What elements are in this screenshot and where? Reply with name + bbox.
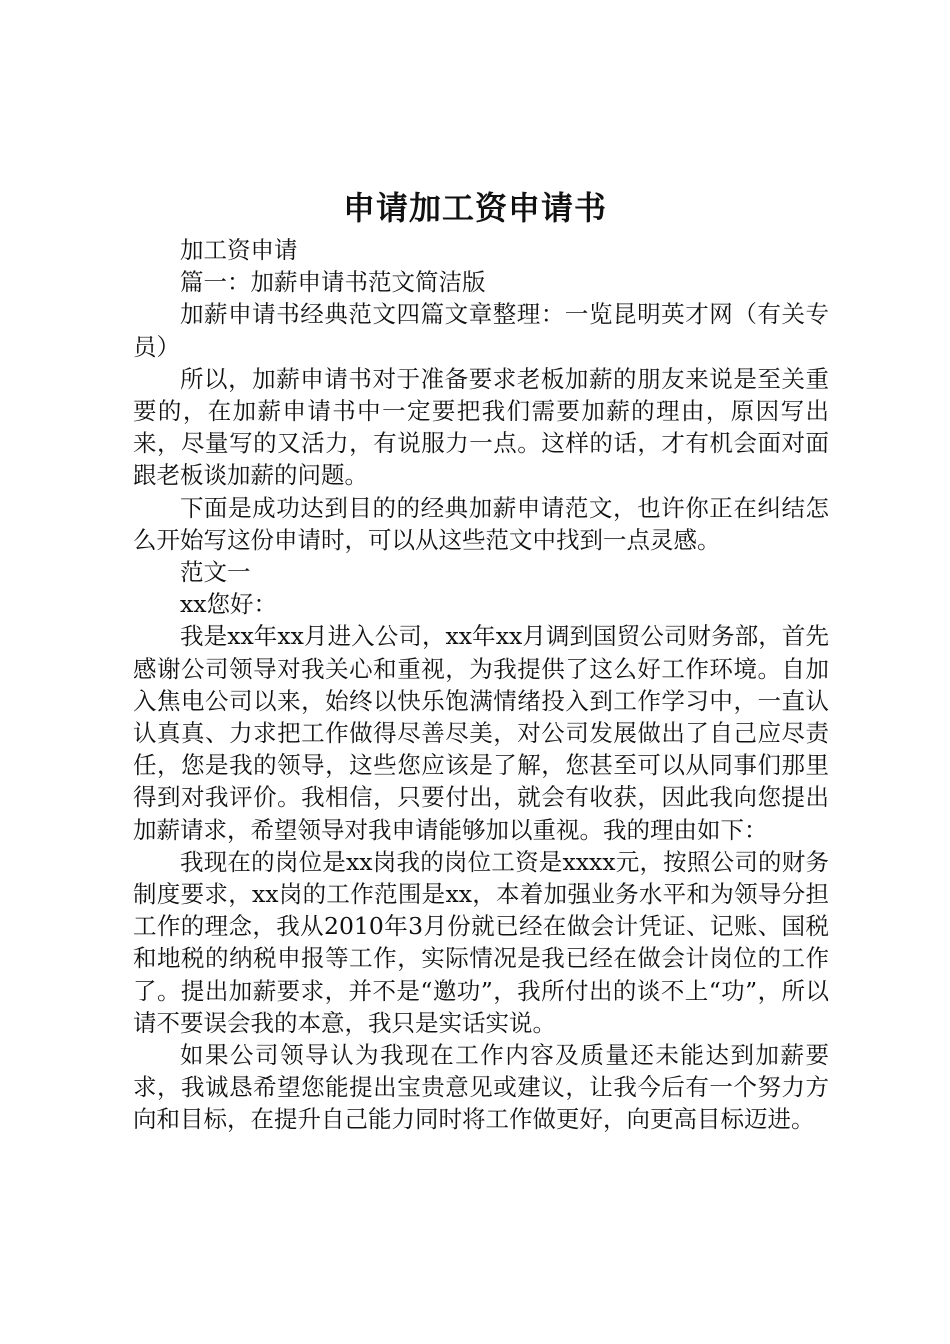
paragraph-body-1: 我是xx年xx月进入公司，xx年xx月调到国贸公司财务部，首先感谢公司领导对我关心和重视，为我提供了这么好工作环境。自加入焦电公司以来，始终以快乐饱满情绪投入到工作学习中，一直认认真真、力求把工作做得尽善尽美，对公司发展做出了自己应尽责任，您是我的领导，这些您应该是了解，您甚至可以从同事们那里得到对我评价。我相信，只要付出，就会有收获，因此我向您提出加薪请求，希望领导对我申请能够加以重视。我的理由如下： (133, 622, 829, 844)
paragraph-sample-label: 范文一 (180, 558, 251, 587)
document-title: 申请加工资申请书 (342, 189, 607, 227)
paragraph-section-title: 篇一：加薪申请书范文简洁版 (180, 268, 486, 297)
paragraph-intro-2: 下面是成功达到目的的经典加薪申请范文，也许你正在纠结怎么开始写这份申请时，可以从这些范文中找到一点灵感。 (133, 493, 829, 554)
document-body (133, 234, 829, 1136)
paragraph-body-3: 如果公司领导认为我现在工作内容及质量还未能达到加薪要求，我诚恳希望您能提出宝贵意见或建议，让我今后有一个努力方向和目标，在提升自己能力同时将工作做更好，向更高目标迈进。 (133, 1041, 829, 1134)
paragraph-salutation: xx您好： (180, 590, 278, 619)
paragraph-intro: 所以，加薪申请书对于准备要求老板加薪的朋友来说是至关重要的，在加薪申请书中一定要把我们需要加薪的理由，原因写出来，尽量写的又活力，有说服力一点。这样的话，才有机会面对面跟老板谈加薪的问题。 (133, 364, 829, 490)
paragraph-source: 加薪申请书经典范文四篇文章整理：一览昆明英才网（有关专员） (133, 300, 829, 361)
paragraph-body-2: 我现在的岗位是xx岗我的岗位工资是xxxx元，按照公司的财务制度要求，xx岗的工作范围是xx，本着加强业务水平和为领导分担工作的理念，我从2010年3月份就已经在做会计凭证、记账、国税和地税的纳税申报等工作，实际情况是我已经在做会计岗位的工作了。提出加薪要求，并不是“邀功”，我所付出的谈不上“功”，所以请不要误会我的本意，我只是实话实说。 (133, 847, 829, 1037)
paragraph-heading: 加工资申请 (180, 236, 298, 264)
